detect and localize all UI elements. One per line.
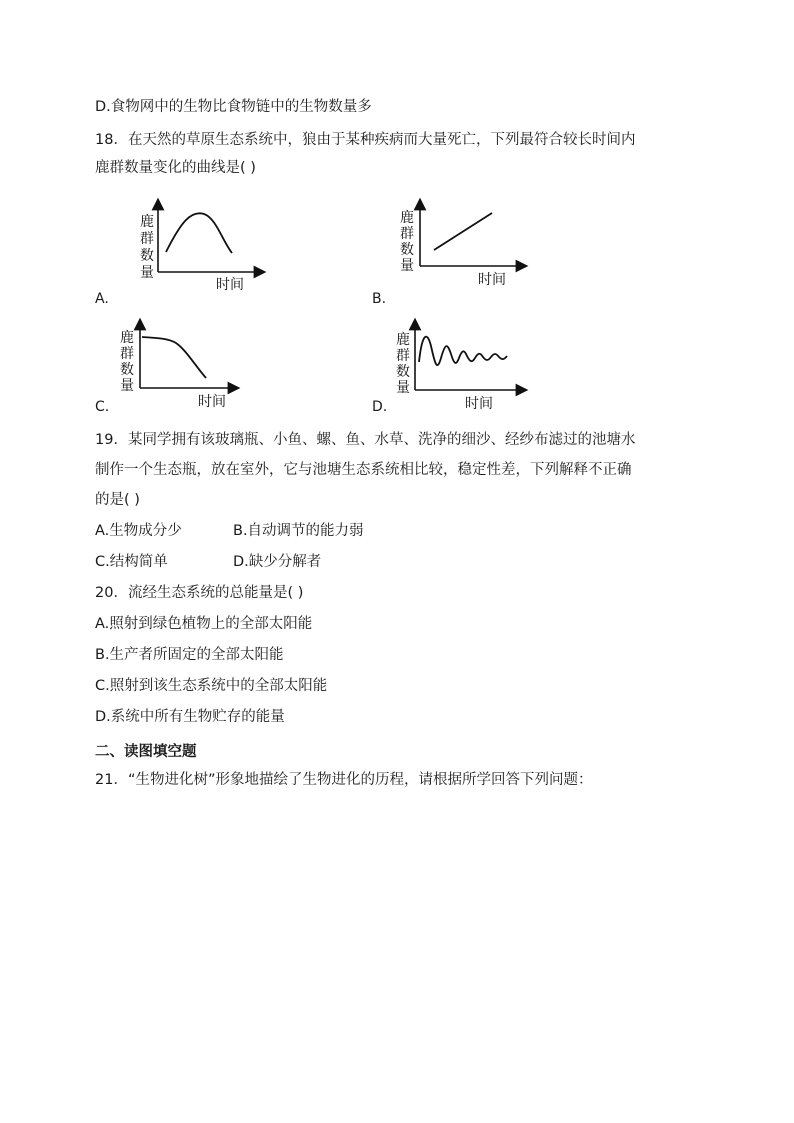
q19-option-d: D.缺少分解者 bbox=[233, 554, 322, 570]
graph-d-xlabel: 时间 bbox=[465, 396, 493, 412]
graph-d-ylabel-1: 鹿 bbox=[396, 332, 410, 348]
graph-c-ylabel-1: 鹿 bbox=[120, 330, 134, 346]
graph-c-ylabel-4: 量 bbox=[120, 378, 134, 394]
graph-c-ylabel-3: 数 bbox=[120, 362, 134, 378]
q19-option-b: B.自动调节的能力弱 bbox=[233, 523, 364, 539]
q20-option-b: B.生产者所固定的全部太阳能 bbox=[95, 647, 284, 663]
graph-b bbox=[398, 200, 528, 295]
graph-c-curve bbox=[142, 337, 206, 378]
graph-c bbox=[116, 322, 246, 414]
graph-a-ylabel-1: 鹿 bbox=[140, 214, 154, 230]
graph-b-option-label: B. bbox=[372, 291, 387, 307]
graph-a-xlabel: 时间 bbox=[216, 277, 244, 293]
graph-a-curve bbox=[166, 213, 232, 253]
graph-b-curve bbox=[434, 213, 492, 250]
graph-d-ylabel-4: 量 bbox=[396, 380, 410, 396]
graph-b-ylabel-2: 群 bbox=[400, 226, 414, 242]
graph-a-ylabel-4: 量 bbox=[140, 265, 154, 281]
q20-option-a: A.照射到绿色植物上的全部太阳能 bbox=[95, 616, 313, 632]
graph-b-ylabel-1: 鹿 bbox=[400, 210, 414, 226]
q21-stem: 21．“生物进化树”形象地描绘了生物进化的历程，请根据所学回答下列问题： bbox=[95, 772, 593, 788]
q18-stem-line1: 18．在天然的草原生态系统中，狼由于某种疾病而大量死亡，下列最符合较长时间内 bbox=[95, 132, 636, 148]
graph-d bbox=[395, 322, 530, 414]
q17-option-d: D.食物网中的生物比食物链中的生物数量多 bbox=[95, 99, 372, 115]
graph-a-ylabel-3: 数 bbox=[140, 248, 154, 264]
graph-a bbox=[136, 200, 266, 295]
q18-stem-line2: 鹿群数量变化的曲线是( ) bbox=[95, 160, 256, 176]
q20-option-d: D.系统中所有生物贮存的能量 bbox=[95, 709, 285, 725]
graph-b-ylabel-3: 数 bbox=[400, 242, 414, 258]
graph-d-option-label: D. bbox=[372, 399, 388, 415]
graph-d-ylabel-2: 群 bbox=[396, 348, 410, 364]
q19-option-c: C.结构简单 bbox=[95, 554, 168, 570]
q19-stem-line3: 的是( ) bbox=[95, 492, 140, 508]
graph-d-curve bbox=[419, 337, 507, 365]
q19-option-a: A.生物成分少 bbox=[95, 523, 182, 539]
graph-b-ylabel-4: 量 bbox=[400, 258, 414, 274]
graph-a-option-label: A. bbox=[95, 291, 109, 307]
graph-d-ylabel-3: 数 bbox=[396, 364, 410, 380]
q19-stem-line2: 制作一个生态瓶，放在室外，它与池塘生态系统相比较，稳定性差，下列解释不正确 bbox=[95, 462, 632, 478]
graph-c-ylabel-2: 群 bbox=[120, 346, 134, 362]
section2-title: 二、读图填空题 bbox=[95, 744, 197, 760]
graph-b-xlabel: 时间 bbox=[478, 272, 506, 288]
q19-stem-line1: 19．某同学拥有该玻璃瓶、小鱼、螺、鱼、水草、洗净的细沙、经纱布滤过的池塘水 bbox=[95, 432, 636, 448]
graph-a-ylabel-2: 群 bbox=[140, 231, 154, 247]
q20-stem: 20．流经生态系统的总能量是( ) bbox=[95, 585, 304, 601]
graph-c-xlabel: 时间 bbox=[198, 394, 226, 410]
q20-option-c: C.照射到该生态系统中的全部太阳能 bbox=[95, 678, 328, 694]
graph-c-option-label: C. bbox=[95, 399, 110, 415]
